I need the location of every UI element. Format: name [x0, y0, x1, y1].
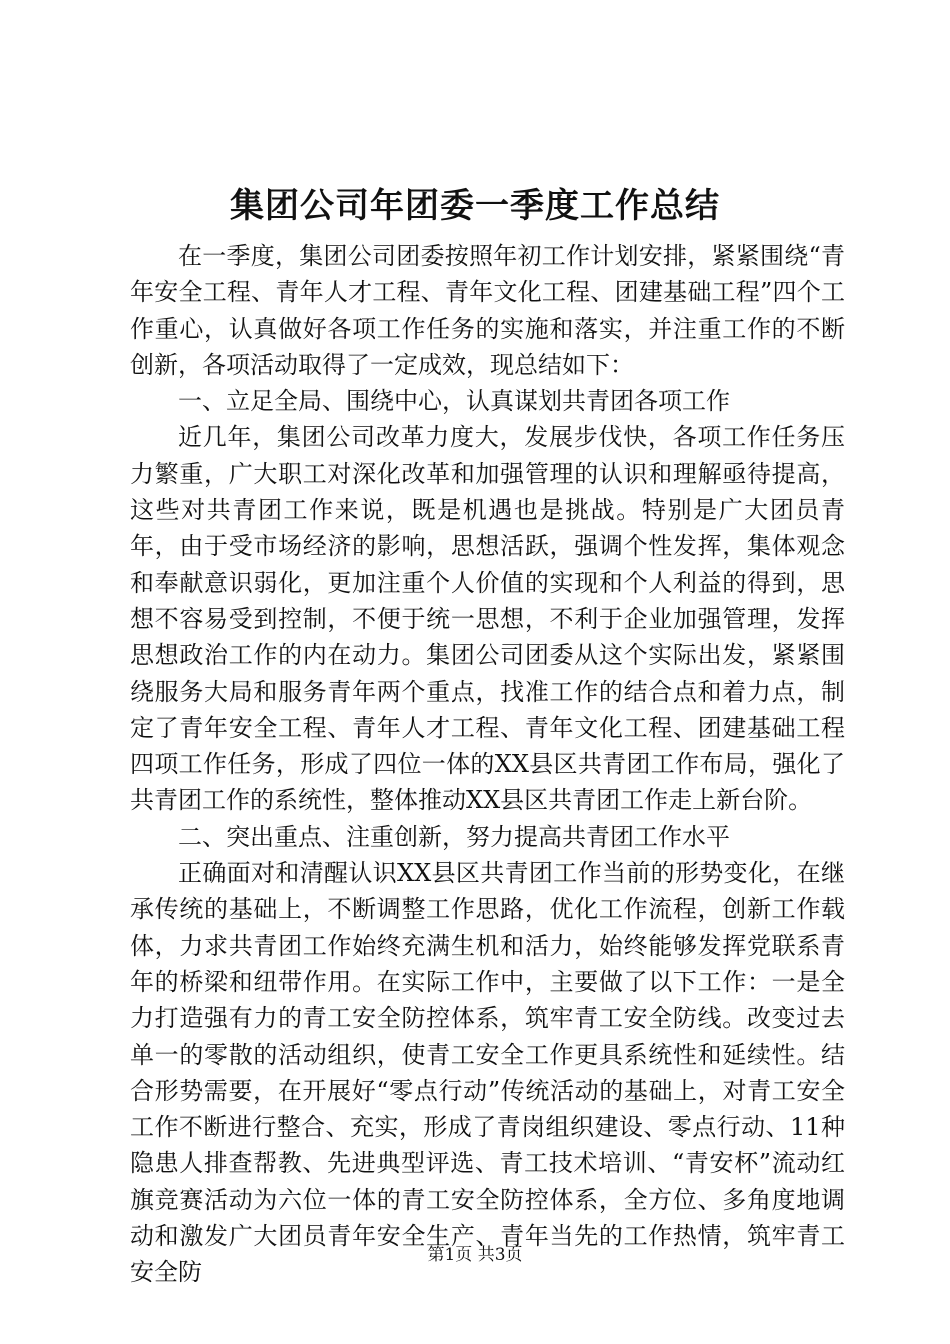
- document-body: [130, 238, 845, 1291]
- section-1-paragraph: 近几年，集团公司改革力度大，发展步伐快，各项工作任务压力繁重，广大职工对深化改革和加强管理的认识和理解亟待提高，这些对共青团工作来说，既是机遇也是挑战。特别是广大团员青年，由于受市场经济的影响，思想活跃，强调个性发挥，集体观念和奉献意识弱化，更加注重个人价值的实现和个人利益的得到，思想不容易受到控制，不便于统一思想，不利于企业加强管理，发挥思想政治工作的内在动力。集团公司团委从这个实际出发，紧紧围绕服务大局和服务青年两个重点，找准工作的结合点和着力点，制定了青年安全工程、青年人才工程、青年文化工程、团建基础工程四项工作任务，形成了四位一体的XX县区共青团工作布局，强化了共青团工作的系统性，整体推动XX县区共青团工作走上新台阶。: [130, 423, 845, 815]
- section-heading-1: 一、立足全局、围绕中心，认真谋划共青团各项工作: [178, 387, 730, 416]
- page-number-footer: 第1页 共3页: [427, 1245, 523, 1265]
- section-heading-2: 二、突出重点、注重创新，努力提高共青团工作水平: [178, 822, 730, 851]
- intro-paragraph: 在一季度，集团公司团委按照年初工作计划安排，紧紧围绕“青年安全工程、青年人才工程、青年文化工程、团建基础工程”四个工作重心，认真做好各项工作任务的实施和落实，并注重工作的不断创新，各项活动取得了一定成效，现总结如下：: [130, 242, 845, 379]
- section-2-paragraph: 正确面对和清醒认识XX县区共青团工作当前的形势变化，在继承传统的基础上，不断调整工作思路，优化工作流程，创新工作载体，力求共青团工作始终充满生机和活力，始终能够发挥党联系青年的桥梁和纽带作用。在实际工作中，主要做了以下工作：一是全力打造强有力的青工安全防控体系，筑牢青工安全防线。改变过去单一的零散的活动组织，使青工安全工作更具系统性和延续性。结合形势需要，在开展好“零点行动”传统活动的基础上，对青工安全工作不断进行整合、充实，形成了青岗组织建设、零点行动、11种隐患人排查帮教、先进典型评选、青工技术培训、“青安杯”流动红旗竞赛活动为六位一体的青工安全防控体系，全方位、多角度地调动和激发广大团员青年安全生产、青年当先的工作热情，筑牢青工安全防: [130, 859, 845, 1287]
- document-title: 集团公司年团委一季度工作总结: [230, 186, 720, 226]
